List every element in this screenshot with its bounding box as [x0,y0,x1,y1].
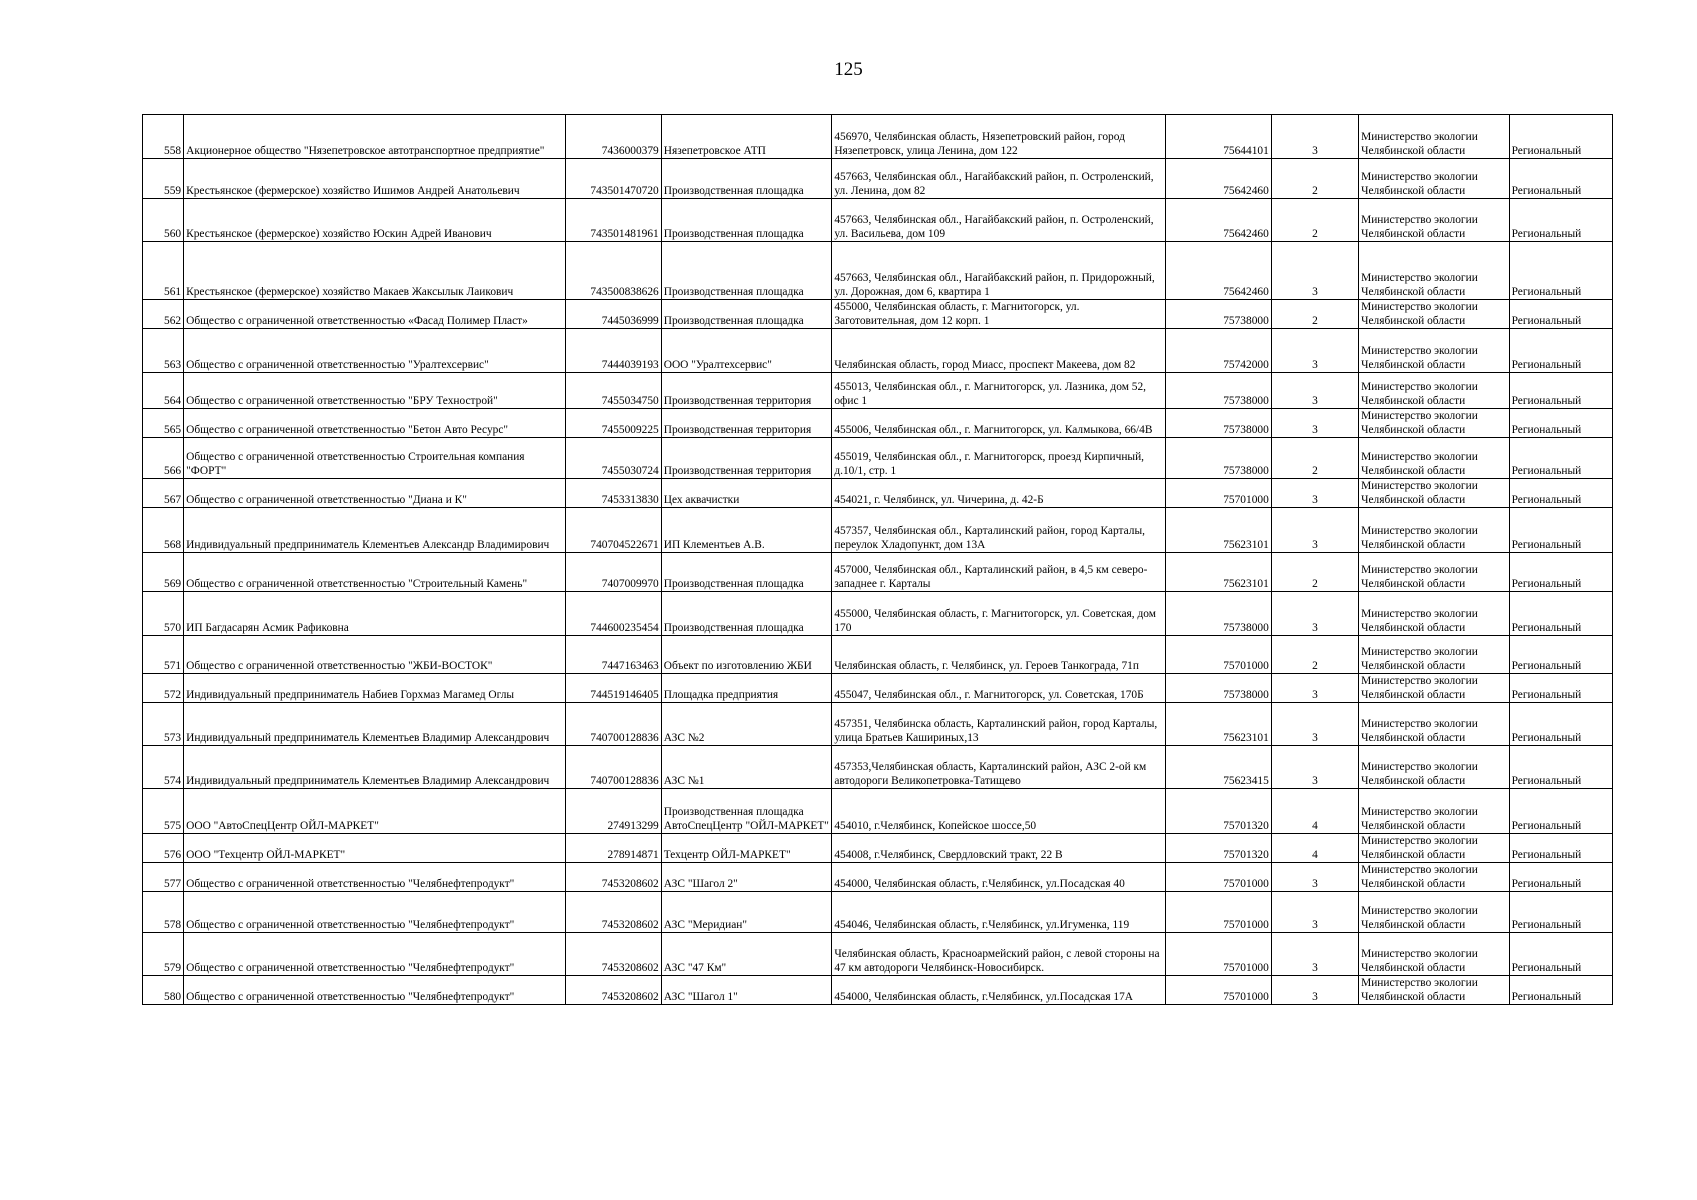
table-row [143,636,1613,674]
object-address-cell: 455013, Челябинская обл., г. Магнитогорск, ул. Лазника, дом 52, офис 1 [832,373,1166,409]
supervision-scope-cell: Региональный [1509,438,1612,479]
supervision-scope-cell: Региональный [1509,636,1612,674]
object-category-cell: 3 [1271,592,1358,636]
supervision-scope-cell: Региональный [1509,592,1612,636]
oktmo-code-cell: 75738000 [1166,438,1271,479]
organization-name-cell: Индивидуальный предприниматель Набиев Горхмаз Магамед Оглы [184,674,566,703]
row-number-cell: 572 [143,674,184,703]
object-category-cell: 3 [1271,892,1358,933]
oktmo-code-cell: 75738000 [1166,300,1271,329]
organization-name-cell: Общество с ограниченной ответственностью "Уралтехсервис" [184,329,566,373]
object-category-cell: 2 [1271,438,1358,479]
inn-cell: 740704522671 [566,508,661,553]
oktmo-code-cell: 75701000 [1166,976,1271,1005]
supervision-scope-cell: Региональный [1509,703,1612,746]
supervisory-authority-cell: Министерство экологии Челябинской области [1359,674,1510,703]
row-number-cell: 578 [143,892,184,933]
organization-name-cell: Общество с ограниченной ответственностью "Челябнефтепродукт" [184,933,566,976]
object-address-cell: 457357, Челябинская обл., Карталинский район, город Карталы, переулок Хладопункт, дом 13А [832,508,1166,553]
inn-cell: 7407009970 [566,553,661,592]
supervisory-authority-cell: Министерство экологии Челябинской области [1359,508,1510,553]
object-name-cell: Цех аквачистки [661,479,832,508]
oktmo-code-cell: 75623415 [1166,746,1271,789]
object-category-cell: 3 [1271,329,1358,373]
object-name-cell: АЗС №1 [661,746,832,789]
oktmo-code-cell: 75623101 [1166,508,1271,553]
row-number-cell: 568 [143,508,184,553]
object-category-cell: 3 [1271,242,1358,300]
object-name-cell: АЗС "47 Км" [661,933,832,976]
supervision-scope-cell: Региональный [1509,373,1612,409]
table-row [143,373,1613,409]
inn-cell: 7455030724 [566,438,661,479]
supervisory-authority-cell: Министерство экологии Челябинской области [1359,863,1510,892]
supervisory-authority-cell: Министерство экологии Челябинской области [1359,438,1510,479]
organization-name-cell: Общество с ограниченной ответственностью "Челябнефтепродукт" [184,863,566,892]
supervision-scope-cell: Региональный [1509,789,1612,834]
table-row [143,592,1613,636]
object-address-cell: 454046, Челябинская область, г.Челябинск, ул.Игуменка, 119 [832,892,1166,933]
oktmo-code-cell: 75701320 [1166,834,1271,863]
table-row [143,674,1613,703]
organization-name-cell: Общество с ограниченной ответственностью "Бетон Авто Ресурс" [184,409,566,438]
object-category-cell: 2 [1271,636,1358,674]
row-number-cell: 565 [143,409,184,438]
supervision-scope-cell: Региональный [1509,159,1612,199]
row-number-cell: 558 [143,115,184,159]
inn-cell: 740700128836 [566,703,661,746]
table-row [143,479,1613,508]
organization-name-cell: Общество с ограниченной ответственностью "ЖБИ-ВОСТОК" [184,636,566,674]
inn-cell: 7453208602 [566,933,661,976]
supervision-scope-cell: Региональный [1509,300,1612,329]
oktmo-code-cell: 75738000 [1166,409,1271,438]
supervisory-authority-cell: Министерство экологии Челябинской области [1359,789,1510,834]
supervision-scope-cell: Региональный [1509,553,1612,592]
supervisory-authority-cell: Министерство экологии Челябинской области [1359,746,1510,789]
object-name-cell: Производственная площадка [661,242,832,300]
object-category-cell: 4 [1271,834,1358,863]
row-number-cell: 561 [143,242,184,300]
object-address-cell: 456970, Челябинская область, Нязепетровский район, город Нязепетровск, улица Ленина, дом 122 [832,115,1166,159]
oktmo-code-cell: 75742000 [1166,329,1271,373]
object-name-cell: АЗС "Шагол 2" [661,863,832,892]
table-row [143,863,1613,892]
object-category-cell: 4 [1271,789,1358,834]
object-name-cell: Производственная территория [661,373,832,409]
oktmo-code-cell: 75642460 [1166,199,1271,242]
object-category-cell: 3 [1271,703,1358,746]
object-name-cell: Производственная площадка [661,199,832,242]
object-address-cell: Челябинская область, Красноармейский район, с левой стороны на 47 км автодороги Челябинск-Новосибирск. [832,933,1166,976]
supervisory-authority-cell: Министерство экологии Челябинской области [1359,159,1510,199]
oktmo-code-cell: 75623101 [1166,553,1271,592]
object-address-cell: Челябинская область, город Миасс, проспект Макеева, дом 82 [832,329,1166,373]
object-category-cell: 3 [1271,373,1358,409]
object-name-cell: Техцентр ОЙЛ-МАРКЕТ" [661,834,832,863]
object-address-cell: 455000, Челябинская область, г. Магнитогорск, ул. Заготовительная, дом 12 корп. 1 [832,300,1166,329]
table-row [143,300,1613,329]
row-number-cell: 562 [143,300,184,329]
object-name-cell: Производственная площадка [661,553,832,592]
organization-name-cell: Общество с ограниченной ответственностью "Диана и К" [184,479,566,508]
supervision-scope-cell: Региональный [1509,746,1612,789]
supervisory-authority-cell: Министерство экологии Челябинской области [1359,479,1510,508]
object-name-cell: Производственная площадка [661,592,832,636]
supervisory-authority-cell: Министерство экологии Челябинской области [1359,300,1510,329]
organization-name-cell: Общество с ограниченной ответственностью Строительная компания "ФОРТ" [184,438,566,479]
row-number-cell: 570 [143,592,184,636]
object-category-cell: 3 [1271,409,1358,438]
supervision-scope-cell: Региональный [1509,242,1612,300]
object-name-cell: Объект по изготовлению ЖБИ [661,636,832,674]
object-address-cell: 454000, Челябинская область, г.Челябинск, ул.Посадская 40 [832,863,1166,892]
oktmo-code-cell: 75701000 [1166,636,1271,674]
object-category-cell: 3 [1271,508,1358,553]
inn-cell: 7447163463 [566,636,661,674]
organization-name-cell: ООО "АвтоСпецЦентр ОЙЛ-МАРКЕТ" [184,789,566,834]
row-number-cell: 577 [143,863,184,892]
object-address-cell: 457353,Челябинская область, Карталинский район, АЗС 2-ой км автодороги Великопетровка-Татищево [832,746,1166,789]
table-row [143,199,1613,242]
table-row [143,115,1613,159]
oktmo-code-cell: 75701000 [1166,479,1271,508]
table-row [143,329,1613,373]
inn-cell: 744600235454 [566,592,661,636]
organization-name-cell: Крестьянское (фермерское) хозяйство Макаев Жаксылык Лаикович [184,242,566,300]
object-category-cell: 3 [1271,746,1358,789]
supervisory-authority-cell: Министерство экологии Челябинской области [1359,329,1510,373]
supervisory-authority-cell: Министерство экологии Челябинской области [1359,636,1510,674]
oktmo-code-cell: 75623101 [1166,703,1271,746]
row-number-cell: 567 [143,479,184,508]
object-address-cell: 454021, г. Челябинск, ул. Чичерина, д. 42-Б [832,479,1166,508]
object-name-cell: Производственная площадка АвтоСпецЦентр "ОЙЛ-МАРКЕТ" [661,789,832,834]
table-row [143,242,1613,300]
oktmo-code-cell: 75701000 [1166,933,1271,976]
supervisory-authority-cell: Министерство экологии Челябинской области [1359,242,1510,300]
object-address-cell: Челябинская область, г. Челябинск, ул. Героев Танкограда, 71п [832,636,1166,674]
inn-cell: 744519146405 [566,674,661,703]
object-category-cell: 3 [1271,933,1358,976]
oktmo-code-cell: 75644101 [1166,115,1271,159]
object-address-cell: 455000, Челябинская область, г. Магнитогорск, ул. Советская, дом 170 [832,592,1166,636]
organization-name-cell: Индивидуальный предприниматель Клементьев Владимир Александрович [184,746,566,789]
object-address-cell: 457663, Челябинская обл., Нагайбакский район, п. Придорожный, ул. Дорожная, дом 6, квартира 1 [832,242,1166,300]
organization-name-cell: Общество с ограниченной ответственностью «Фасад Полимер Пласт» [184,300,566,329]
table-row [143,892,1613,933]
object-address-cell: 457663, Челябинская обл., Нагайбакский район, п. Остроленский, ул. Ленина, дом 82 [832,159,1166,199]
inn-cell: 274913299 [566,789,661,834]
organization-name-cell: Общество с ограниченной ответственностью "БРУ Технострой" [184,373,566,409]
supervisory-authority-cell: Министерство экологии Челябинской области [1359,834,1510,863]
inn-cell: 7455009225 [566,409,661,438]
table-row [143,508,1613,553]
row-number-cell: 573 [143,703,184,746]
oktmo-code-cell: 75642460 [1166,159,1271,199]
object-category-cell: 3 [1271,479,1358,508]
inn-cell: 743500838626 [566,242,661,300]
row-number-cell: 564 [143,373,184,409]
table-row [143,746,1613,789]
object-address-cell: 454008, г.Челябинск, Свердловский тракт, 22 В [832,834,1166,863]
oktmo-code-cell: 75738000 [1166,674,1271,703]
object-name-cell: Производственная площадка [661,300,832,329]
organization-name-cell: ООО "Техцентр ОЙЛ-МАРКЕТ" [184,834,566,863]
supervisory-authority-cell: Министерство экологии Челябинской области [1359,199,1510,242]
object-address-cell: 457000, Челябинская обл., Карталинский район, в 4,5 км северо-западнее г. Карталы [832,553,1166,592]
object-category-cell: 3 [1271,115,1358,159]
supervision-scope-cell: Региональный [1509,409,1612,438]
registry-rows [143,115,1613,1005]
supervisory-authority-cell: Министерство экологии Челябинской области [1359,409,1510,438]
oktmo-code-cell: 75642460 [1166,242,1271,300]
row-number-cell: 576 [143,834,184,863]
table-row [143,834,1613,863]
object-name-cell: АЗС "Шагол 1" [661,976,832,1005]
object-category-cell: 2 [1271,300,1358,329]
object-name-cell: ООО "Уралтехсервис" [661,329,832,373]
table-row [143,409,1613,438]
object-address-cell: 457351, Челябинска область, Карталинский район, город Карталы, улица Братьев Кашириных,13 [832,703,1166,746]
object-address-cell: 457663, Челябинская обл., Нагайбакский район, п. Остроленский, ул. Васильева, дом 109 [832,199,1166,242]
row-number-cell: 574 [143,746,184,789]
row-number-cell: 563 [143,329,184,373]
inn-cell: 7444039193 [566,329,661,373]
object-name-cell: Производственная территория [661,409,832,438]
table-row [143,553,1613,592]
oktmo-code-cell: 75701000 [1166,863,1271,892]
supervisory-authority-cell: Министерство экологии Челябинской области [1359,373,1510,409]
object-category-cell: 3 [1271,863,1358,892]
row-number-cell: 559 [143,159,184,199]
oktmo-code-cell: 75738000 [1166,373,1271,409]
organization-name-cell: Крестьянское (фермерское) хозяйство Ишимов Андрей Анатольевич [184,159,566,199]
oktmo-code-cell: 75738000 [1166,592,1271,636]
row-number-cell: 579 [143,933,184,976]
row-number-cell: 569 [143,553,184,592]
table-row [143,976,1613,1005]
inn-cell: 278914871 [566,834,661,863]
organization-name-cell: Индивидуальный предприниматель Клементьев Владимир Александрович [184,703,566,746]
supervision-scope-cell: Региональный [1509,674,1612,703]
row-number-cell: 566 [143,438,184,479]
inn-cell: 743501470720 [566,159,661,199]
object-category-cell: 2 [1271,553,1358,592]
inn-cell: 7455034750 [566,373,661,409]
object-category-cell: 3 [1271,976,1358,1005]
object-name-cell: Производственная площадка [661,159,832,199]
row-number-cell: 580 [143,976,184,1005]
supervisory-authority-cell: Министерство экологии Челябинской области [1359,933,1510,976]
supervision-scope-cell: Региональный [1509,892,1612,933]
supervisory-authority-cell: Министерство экологии Челябинской области [1359,892,1510,933]
supervisory-authority-cell: Министерство экологии Челябинской области [1359,703,1510,746]
object-name-cell: Производственная территория [661,438,832,479]
organization-name-cell: Акционерное общество "Нязепетровское автотранспортное предприятие" [184,115,566,159]
object-name-cell: АЗС "Меридиан" [661,892,832,933]
supervision-scope-cell: Региональный [1509,199,1612,242]
organization-name-cell: Общество с ограниченной ответственностью "Строительный Камень" [184,553,566,592]
object-name-cell: АЗС №2 [661,703,832,746]
organization-name-cell: Крестьянское (фермерское) хозяйство Юскин Адрей Иванович [184,199,566,242]
registry-table [142,114,1613,1005]
supervision-scope-cell: Региональный [1509,479,1612,508]
inn-cell: 7453208602 [566,863,661,892]
oktmo-code-cell: 75701000 [1166,892,1271,933]
supervision-scope-cell: Региональный [1509,863,1612,892]
object-category-cell: 2 [1271,159,1358,199]
organization-name-cell: Общество с ограниченной ответственностью "Челябнефтепродукт" [184,892,566,933]
supervisory-authority-cell: Министерство экологии Челябинской области [1359,553,1510,592]
row-number-cell: 560 [143,199,184,242]
supervision-scope-cell: Региональный [1509,933,1612,976]
object-address-cell: 454010, г.Челябинск, Копейское шоссе,50 [832,789,1166,834]
table-row [143,703,1613,746]
table-row [143,438,1613,479]
object-category-cell: 2 [1271,199,1358,242]
supervisory-authority-cell: Министерство экологии Челябинской области [1359,976,1510,1005]
supervision-scope-cell: Региональный [1509,508,1612,553]
object-name-cell: Нязепетровское АТП [661,115,832,159]
inn-cell: 743501481961 [566,199,661,242]
object-category-cell: 3 [1271,674,1358,703]
supervisory-authority-cell: Министерство экологии Челябинской области [1359,115,1510,159]
supervision-scope-cell: Региональный [1509,329,1612,373]
inn-cell: 7445036999 [566,300,661,329]
organization-name-cell: ИП Багдасарян Асмик Рафиковна [184,592,566,636]
organization-name-cell: Общество с ограниченной ответственностью "Челябнефтепродукт" [184,976,566,1005]
object-address-cell: 455047, Челябинская обл., г. Магнитогорск, ул. Советская, 170Б [832,674,1166,703]
table-row [143,933,1613,976]
inn-cell: 7453313830 [566,479,661,508]
organization-name-cell: Индивидуальный предприниматель Клементьев Александр Владимирович [184,508,566,553]
supervision-scope-cell: Региональный [1509,115,1612,159]
object-address-cell: 455019, Челябинская обл., г. Магнитогорск, проезд Кирпичный, д.10/1, стр. 1 [832,438,1166,479]
inn-cell: 7453208602 [566,976,661,1005]
page-number: 125 [834,59,863,80]
supervision-scope-cell: Региональный [1509,834,1612,863]
table-row [143,789,1613,834]
object-address-cell: 454000, Челябинская область, г.Челябинск, ул.Посадская 17А [832,976,1166,1005]
object-name-cell: ИП Клементьев А.В. [661,508,832,553]
supervisory-authority-cell: Министерство экологии Челябинской области [1359,592,1510,636]
row-number-cell: 575 [143,789,184,834]
inn-cell: 7453208602 [566,892,661,933]
object-address-cell: 455006, Челябинская обл., г. Магнитогорск, ул. Калмыкова, 66/4В [832,409,1166,438]
oktmo-code-cell: 75701320 [1166,789,1271,834]
inn-cell: 7436000379 [566,115,661,159]
row-number-cell: 571 [143,636,184,674]
inn-cell: 740700128836 [566,746,661,789]
table-row [143,159,1613,199]
object-name-cell: Площадка предприятия [661,674,832,703]
supervision-scope-cell: Региональный [1509,976,1612,1005]
